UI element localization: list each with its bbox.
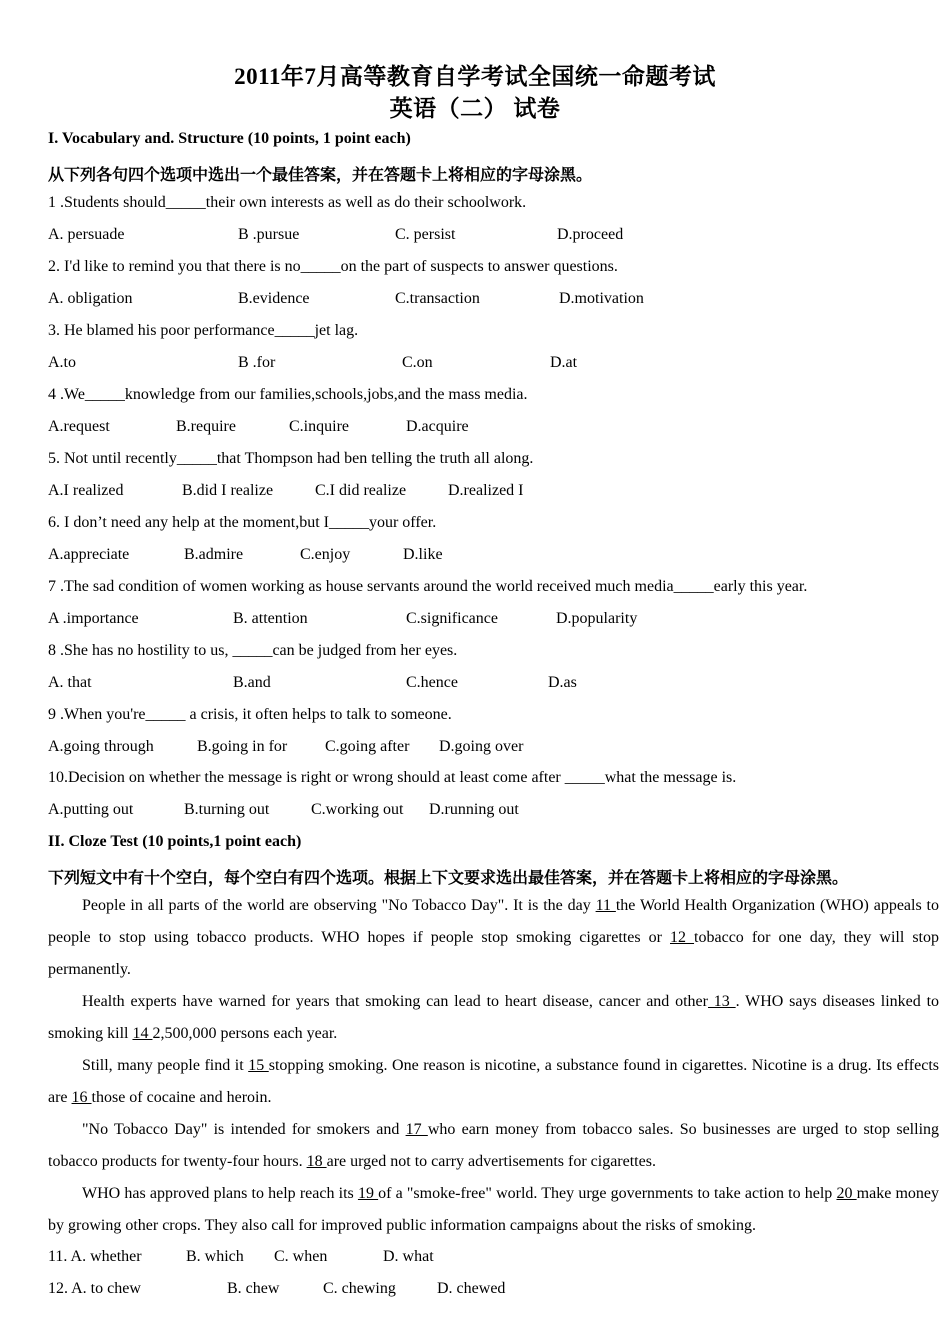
- blank-18: 18: [306, 1153, 327, 1170]
- text: who earn money from tobacco sales. So businesses are urged to stop selling tobacco products for twenty-four hours.: [48, 1121, 940, 1170]
- option-c: C.hence: [406, 674, 458, 691]
- option-b: B. chew: [227, 1280, 280, 1297]
- blank-14: 14: [132, 1025, 153, 1042]
- text: tobacco for one day, they will stop permanently.: [48, 929, 939, 978]
- text: Still, many people find it: [82, 1057, 249, 1074]
- blank-13: 13: [708, 993, 736, 1010]
- text: 2,500,000 persons each year.: [152, 1025, 338, 1042]
- option-b: B.evidence: [238, 290, 310, 307]
- text: are urged not to carry advertisements for cigarettes.: [326, 1153, 656, 1170]
- option-a: A.appreciate: [48, 546, 130, 563]
- option-a: A. persuade: [48, 226, 125, 243]
- option-c: C. persist: [395, 226, 456, 243]
- blank-16: 16: [71, 1089, 92, 1106]
- text: WHO has approved plans to help reach its: [82, 1185, 358, 1202]
- option-b: B.admire: [184, 546, 244, 563]
- option-a: A.I realized: [48, 482, 124, 499]
- option-a: A.going through: [48, 738, 154, 755]
- question-5: 5. Not until recently_____that Thompson had ben telling the truth all along.: [48, 450, 534, 467]
- option-d: D.going over: [439, 738, 524, 755]
- option-a: A.putting out: [48, 801, 134, 818]
- option-c: C.inquire: [289, 418, 349, 435]
- blank-17: 17: [405, 1121, 428, 1138]
- question-7: 7 .The sad condition of women working as house servants around the world received much media_____early this year.: [48, 578, 808, 595]
- blank-15: 15: [248, 1057, 269, 1074]
- option-b: B.did I realize: [182, 482, 274, 499]
- section2-heading: II. Cloze Test (10 points,1 point each): [48, 833, 302, 850]
- option-c: C.transaction: [395, 290, 480, 307]
- text: "No Tobacco Day" is intended for smokers and: [82, 1121, 406, 1138]
- option-d: D.as: [548, 674, 577, 691]
- option-d: D.at: [550, 354, 578, 371]
- option-b: B.require: [176, 418, 236, 435]
- exam-title: 2011年7月高等教育自学考试全国统一命题考试: [234, 64, 716, 89]
- option-b: B .for: [238, 354, 276, 371]
- text: of a "smoke-free" world. They urge governments to take action to help: [378, 1185, 837, 1202]
- blank-20: 20: [836, 1185, 857, 1202]
- text: the World Health Organization (WHO) appeals to people to stop using tobacco products. WHO hopes if people stop smoking cigarettes or: [48, 897, 939, 946]
- option-b: B.turning out: [184, 801, 270, 818]
- question-1: 1 .Students should_____their own interests as well as do their schoolwork.: [48, 194, 527, 211]
- option-d: D.popularity: [556, 610, 638, 627]
- option-d: D.proceed: [557, 226, 624, 243]
- cloze-paragraph-2: [48, 986, 939, 1050]
- option-d: D.acquire: [406, 418, 469, 435]
- option-c: C.I did realize: [315, 482, 407, 499]
- option-b: B.going in for: [197, 738, 288, 755]
- option-c: C.significance: [406, 610, 498, 627]
- question-4: 4 .We_____knowledge from our families,schools,jobs,and the mass media.: [48, 386, 528, 403]
- option-c: C.on: [402, 354, 433, 371]
- blank-12: 12: [670, 929, 695, 946]
- text: those of cocaine and heroin.: [91, 1089, 272, 1106]
- option-b: B. attention: [233, 610, 308, 627]
- question-2: 2. I'd like to remind you that there is no_____on the part of suspects to answer questions.: [48, 258, 618, 275]
- option-b: B. which: [186, 1248, 244, 1265]
- option-c: C. chewing: [323, 1280, 396, 1297]
- option-a: A. obligation: [48, 290, 133, 307]
- option-d: D.motivation: [559, 290, 644, 307]
- blank-19: 19: [357, 1185, 379, 1202]
- cloze-paragraph-5: [48, 1178, 939, 1242]
- exam-subtitle: 英语（二） 试卷: [389, 96, 561, 121]
- option-a: A .importance: [48, 610, 139, 627]
- option-d: D. what: [383, 1248, 434, 1265]
- option-d: D.realized I: [448, 482, 524, 499]
- section1-heading: I. Vocabulary and. Structure (10 points, 1 point each): [48, 130, 411, 147]
- option-a: A.request: [48, 418, 110, 435]
- option-d: D.like: [403, 546, 443, 563]
- option-a: A. that: [48, 674, 92, 691]
- option-c: C.enjoy: [300, 546, 351, 563]
- option-c: C.going after: [325, 738, 410, 755]
- cloze-question-12: 12. A. to chew: [48, 1280, 141, 1297]
- cloze-paragraph-4: [48, 1114, 939, 1178]
- cloze-question-11: 11. A. whether: [48, 1248, 142, 1265]
- option-b: B.and: [233, 674, 271, 691]
- question-3: 3. He blamed his poor performance_____jet lag.: [48, 322, 359, 339]
- option-c: C. when: [274, 1248, 328, 1265]
- option-c: C.working out: [311, 801, 404, 818]
- question-10: 10.Decision on whether the message is right or wrong should at least come after _____what the message is.: [48, 769, 737, 786]
- section1-instruction: 从下列各句四个选项中选出一个最佳答案，并在答题卡上将相应的字母涂黑。: [48, 167, 593, 184]
- question-9: 9 .When you're_____ a crisis, it often helps to talk to someone.: [48, 706, 452, 723]
- option-b: B .pursue: [238, 226, 300, 243]
- text: make money by growing other crops. They also call for improved public information campaigns about the risks of smoking.: [48, 1185, 940, 1234]
- text: Health experts have warned for years that smoking can lead to heart disease, cancer and other: [82, 993, 708, 1010]
- text: stopping smoking. One reason is nicotine, a substance found in cigarettes. Nicotine is a drug. Its effects are: [48, 1057, 939, 1106]
- text: People in all parts of the world are observing "No Tobacco Day". It is the day: [82, 897, 596, 914]
- blank-11: 11: [595, 897, 616, 914]
- question-8: 8 .She has no hostility to us, _____can be judged from her eyes.: [48, 642, 458, 659]
- section2-instruction: 下列短文中有十个空白，每个空白有四个选项。根据上下文要求选出最佳答案，并在答题卡上将相应的字母涂黑。: [48, 870, 849, 887]
- question-6: 6. I don’t need any help at the moment,but I_____your offer.: [48, 514, 437, 531]
- text: . WHO says diseases linked to smoking kill: [48, 993, 940, 1042]
- cloze-paragraph-1: [48, 890, 939, 986]
- option-d: D.running out: [429, 801, 519, 818]
- cloze-paragraph-3: [48, 1050, 939, 1114]
- option-d: D. chewed: [437, 1280, 506, 1297]
- option-a: A.to: [48, 354, 76, 371]
